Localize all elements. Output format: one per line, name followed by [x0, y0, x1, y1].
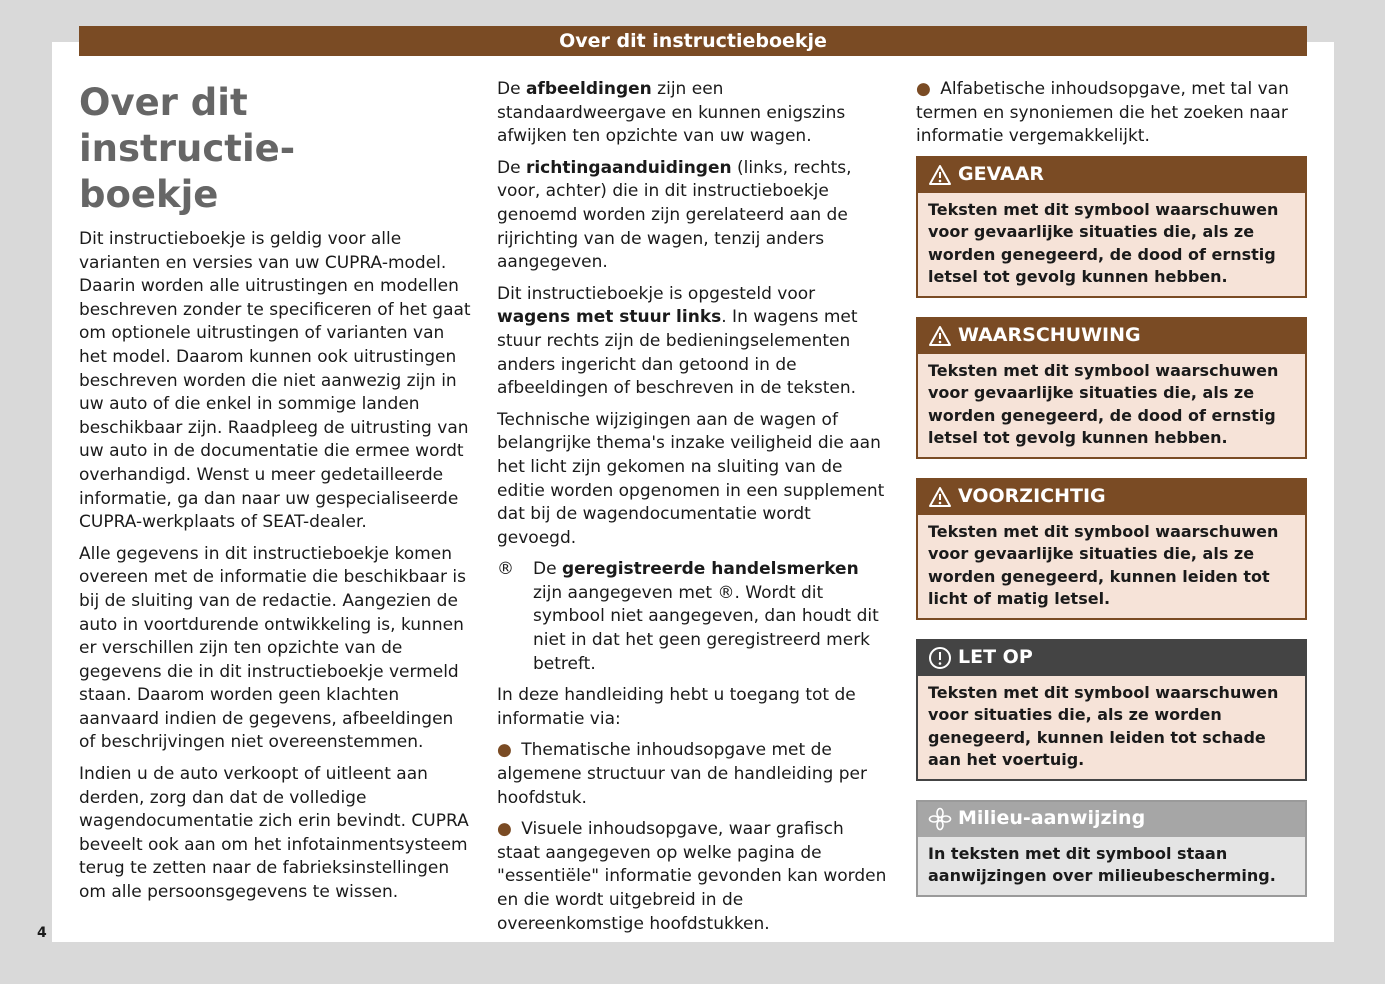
warning-triangle-icon — [928, 486, 952, 508]
intro-paragraph: Dit instructieboekje is geldig voor alle varianten en versies van uw CUPRA-model. Daarin worden alle uitrustingen en modellen beschreven zonder te specificeren of het gaat om optionele uitrustingen of varianten van het model. Daarom kunnen ook uitrustingen beschreven worden die niet aanwezig zijn in uw auto of die enkel in sommige landen beschikbaar zijn. Raadpleeg de uitrusting van uw auto in de documentatie die ermee wordt overhandigd. Wenst u meer gedetailleerde informatie, ga dan naar uw gespecialiseerde CUPRA-werkplaats of SEAT-dealer. — [79, 229, 471, 533]
notice-voorzichtig — [916, 478, 1307, 620]
column-1 — [79, 78, 471, 913]
notice-let-op — [916, 639, 1307, 781]
column-2 — [497, 78, 889, 944]
notice-gevaar — [916, 156, 1307, 298]
section-header — [79, 26, 1307, 56]
notice-title: Milieu-aanwijzing — [958, 807, 1146, 830]
page-number: 4 — [37, 925, 47, 941]
notice-text: Teksten met dit symbool waarschuwen voor gevaarlijke situaties die, als ze worden genegeerd, de dood of ernstig letsel tot gevolg kunnen hebben. — [928, 360, 1279, 448]
warning-triangle-icon — [928, 325, 952, 347]
images-paragraph: De afbeeldingen zijn een standaardweergave en kunnen enigszins afwijken ten opzichte van uw wagen. — [497, 79, 846, 147]
notice-text: In teksten met dit symbool staan aanwijzingen over milieubescherming. — [928, 843, 1276, 886]
notice-milieu — [916, 800, 1307, 897]
list-item: ● Alfabetische inhoudsopgave, met tal van termen en synoniemen die het zoeken naar informatie vergemakkelijkt. — [916, 79, 1289, 147]
bullet-icon: ● — [497, 740, 512, 761]
flower-icon — [928, 807, 952, 831]
steering-paragraph: Dit instructieboekje is opgesteld voor wagens met stuur links. In wagens met stuur rechts zijn de bedieningselementen anders ingericht dan getoond in de afbeeldingen of beschreven in de teksten. — [497, 283, 858, 399]
list-item: ● Thematische inhoudsopgave met de algemene structuur van de handleiding per hoofdstuk. — [497, 740, 867, 808]
data-paragraph: Alle gegevens in dit instructieboekje komen overeen met de informatie die beschikbaar is bij de sluiting van de redactie. Aangezien de auto in voortdurende ontwikkeling is, kunnen er verschillen zijn ten opzichte van de gegevens die in dit instructieboekje vermeld staan. Daarom worden geen klachten aanvaard indien de gegevens, afbeeldingen of beschrijvingen niet overeenstemmen. — [79, 543, 466, 753]
page-title-text: Over dit instructie- boekje — [79, 81, 296, 216]
warning-triangle-icon — [928, 164, 952, 186]
notice-waarschuwing — [916, 317, 1307, 459]
column-3 — [916, 78, 1307, 916]
exclamation-circle-icon — [928, 646, 952, 670]
notice-text: Teksten met dit symbool waarschuwen voor gevaarlijke situaties die, als ze worden genegeerd, de dood of ernstig letsel tot gevolg kunnen hebben. — [928, 199, 1279, 287]
registered-trademarks-text: De geregistreerde handelsmerken zijn aangegeven met ®. Wordt dit symbool niet aangegeven, dan houdt dit niet in dat het geen geregistreerd merk betreft. — [533, 559, 879, 674]
resale-paragraph: Indien u de auto verkoopt of uitleent aan derden, zorg dan dat de volledige wagendocumentatie zich erin bevindt. CUPRA beveelt ook aan om het infotainmentsysteem terug te zetten naar de fabrieksinstellingen om alle persoonsgegevens te wissen. — [79, 764, 469, 903]
technical-changes-paragraph: Technische wijzigingen aan de wagen of belangrijke thema's inzake veiligheid die aan het licht zijn gekomen na sluiting van de editie worden opgenomen in een supplement dat bij de wagendocumentatie wordt gevoegd. — [497, 409, 885, 548]
notice-title: LET OP — [958, 646, 1033, 669]
notice-title: WAARSCHUWING — [958, 324, 1141, 347]
notice-text: Teksten met dit symbool waarschuwen voor situaties die, als ze worden genegeerd, kunnen leiden tot schade aan het voertuig. — [928, 682, 1279, 770]
notice-text: Teksten met dit symbool waarschuwen voor gevaarlijke situaties die, als ze worden genegeerd, kunnen leiden tot licht of matig letsel. — [928, 521, 1279, 609]
registered-trademarks-item — [497, 558, 889, 676]
access-paragraph: In deze handleiding hebt u toegang tot de informatie via: — [497, 685, 856, 729]
bullet-icon: ● — [497, 819, 512, 840]
registered-symbol-icon: ® — [497, 559, 514, 580]
notice-title: GEVAAR — [958, 163, 1045, 186]
section-header-title: Over dit instructieboekje — [559, 30, 827, 52]
notice-title: VOORZICHTIG — [958, 485, 1106, 508]
bullet-icon: ● — [916, 79, 931, 99]
list-item: ● Visuele inhoudsopgave, waar grafisch staat aangegeven op welke pagina de "essentiële" informatie gevonden kan worden en die wordt uitgebreid in de overeenkomstige hoofdstukken. — [497, 819, 887, 934]
page-title — [79, 80, 471, 218]
directions-paragraph: De richtingaanduidingen (links, rechts, voor, achter) die in dit instructieboekje genoemd worden zijn gerelateerd aan de rijrichting van de wagen, tenzij anders aangegeven. — [497, 157, 852, 273]
